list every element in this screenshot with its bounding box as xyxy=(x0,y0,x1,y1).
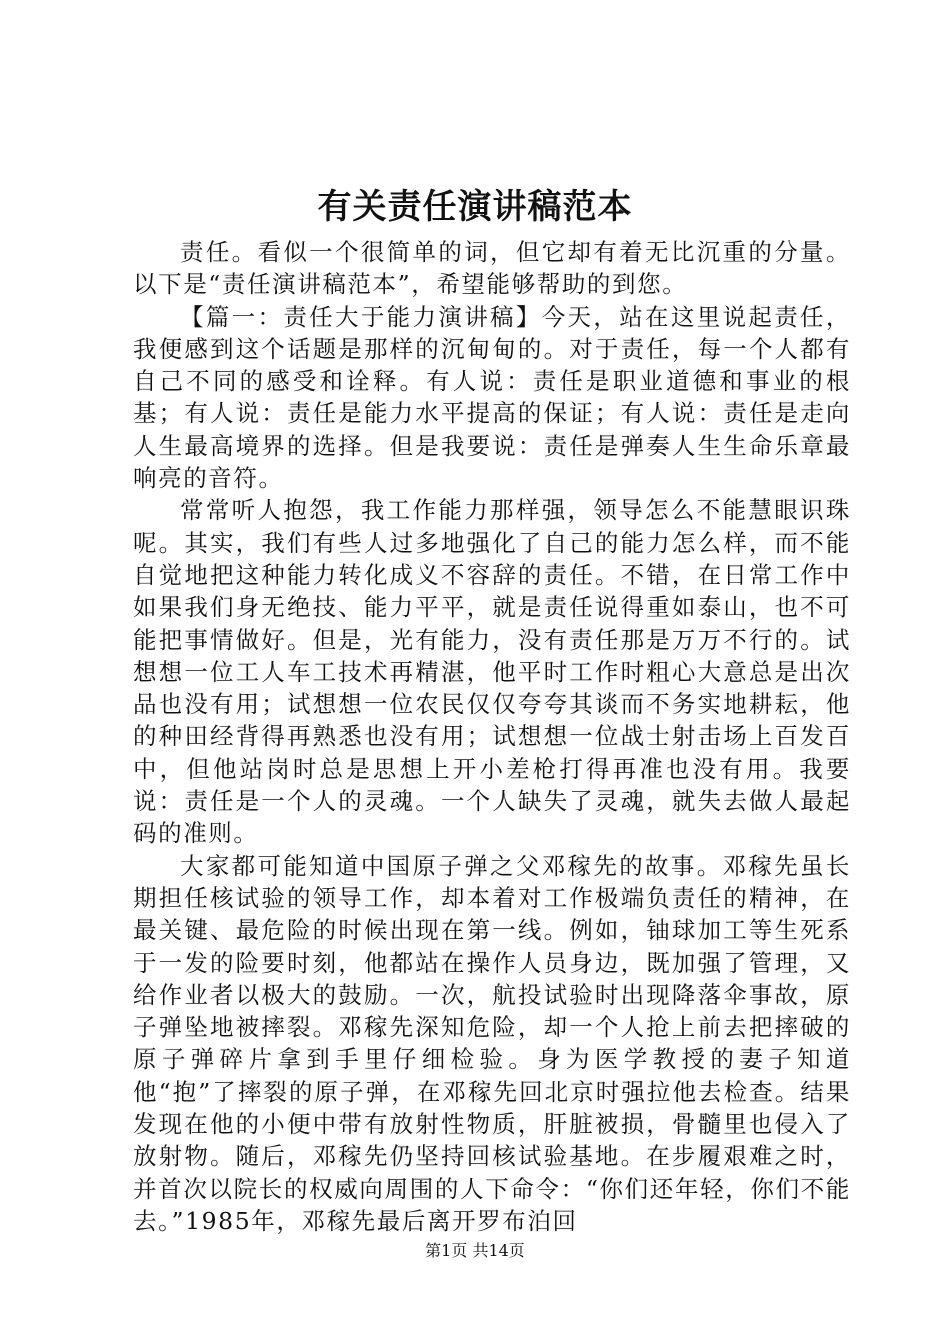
document-body xyxy=(133,236,851,1237)
paragraph-ability: 常常听人抱怨，我工作能力那样强，领导怎么不能慧眼识珠呢。其实，我们有些人过多地强化了自己的能力怎么样，而不能自觉地把这种能力转化成义不容辞的责任。不错，在日常工作中如果我们身无绝技、能力平平，就是责任说得重如泰山，也不可能把事情做好。但是，光有能力，没有责任那是万万不行的。试想想一位工人车工技术再精湛，他平时工作时粗心大意总是出次品也没有用；试想想一位农民仅仅夸夸其谈而不务实地耕耘，他的种田经背得再熟悉也没有用；试想想一位战士射击场上百发百中，但他站岗时总是思想上开小差枪打得再准也没有用。我要说：责任是一个人的灵魂。一个人缺失了灵魂，就失去做人最起码的准则。 xyxy=(133,496,851,848)
paragraph-deng-jiaxian: 大家都可能知道中国原子弹之父邓稼先的故事。邓稼先虽长期担任核试验的领导工作，却本着对工作极端负责任的精神，在最关键、最危险的时候出现在第一线。例如，铀球加工等生死系于一发的险要时刻，他都站在操作人员身边，既加强了管理，又给作业者以极大的鼓励。一次，航投试验时出现降落伞事故，原子弹坠地被摔裂。邓稼先深知危险，却一个人抢上前去把摔破的原子弹碎片拿到手里仔细检验。身为医学教授的妻子知道他“抱”了摔裂的原子弹，在邓稼先回北京时强拉他去检查。结果发现在他的小便中带有放射性物质，肝脏被损，骨髓里也侵入了放射物。随后，邓稼先仍坚持回核试验基地。在步履艰难之时，并首次以院长的权威向周围的人下命令：“你们还年轻，你们不能去。”1985年，邓稼先最后离开罗布泊回 xyxy=(133,851,851,1235)
page-number-footer: 第1页 共14页 xyxy=(425,1241,525,1260)
paragraph-part-one: 【篇一：责任大于能力演讲稿】今天，站在这里说起责任，我便感到这个话题是那样的沉甸甸的。对于责任，每一个人都有自己不同的感受和诠释。有人说：责任是职业道德和事业的根基；有人说：责任是能力水平提高的保证；有人说：责任是走向人生最高境界的选择。但是我要说：责任是弹奏人生生命乐章最响亮的音符。 xyxy=(133,302,851,493)
document-title: 有关责任演讲稿范本 xyxy=(317,187,633,227)
paragraph-intro: 责任。看似一个很简单的词，但它却有着无比沉重的分量。以下是“责任演讲稿范本”，希望能够帮助的到您。 xyxy=(133,238,851,299)
